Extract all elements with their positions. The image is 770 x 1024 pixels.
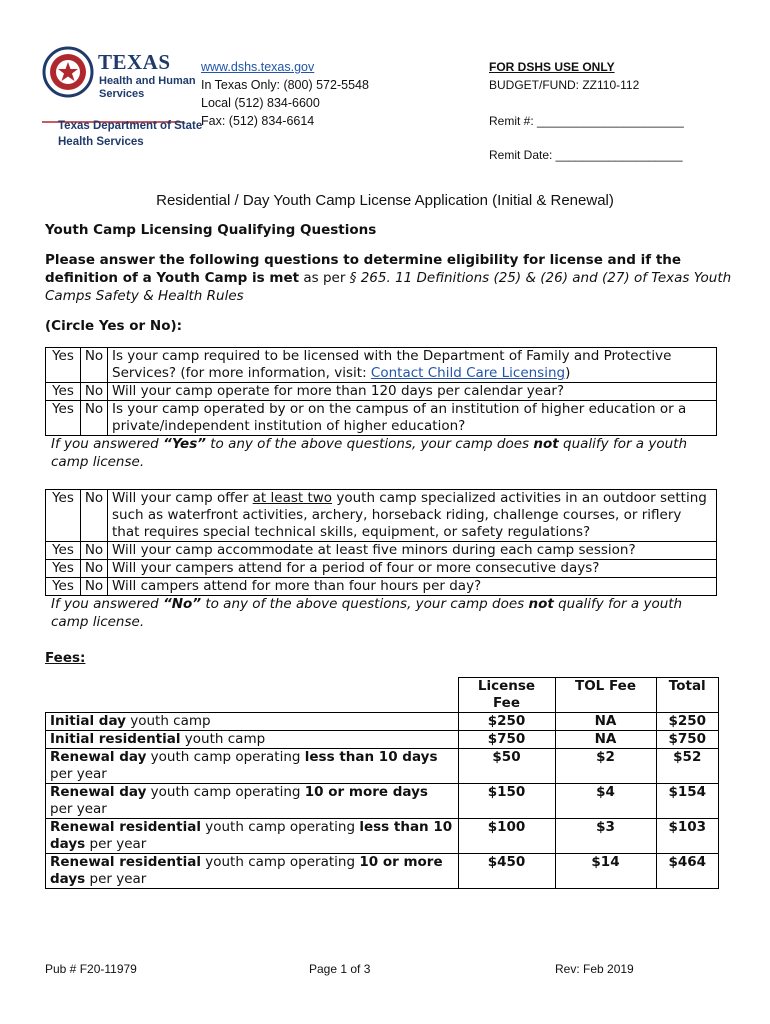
fee-description: Initial residential youth camp [46, 731, 459, 749]
license-fee-header: License Fee [458, 678, 555, 713]
logo-state: TEXAS [98, 50, 171, 74]
fee-description: Initial day youth camp [46, 713, 459, 731]
logo-agency-line1: Health and Human [99, 75, 196, 87]
yes-option[interactable]: Yes [46, 348, 81, 383]
disqualify-note-2: If you answered “No” to any of the above questions, your camp does not qualify for a youth camp license. [51, 596, 683, 630]
license-fee-value: $450 [458, 854, 555, 889]
circle-instruction: (Circle Yes or No): [45, 318, 183, 334]
logo-dept-line1: Texas Department of State [58, 120, 203, 132]
logo-agency-line2: Services [99, 88, 145, 100]
license-fee-value: $50 [458, 749, 555, 784]
fees-row [46, 713, 719, 731]
local-phone: Local (512) 834-6600 [201, 96, 320, 110]
no-option[interactable]: No [81, 490, 108, 542]
section-title: Youth Camp Licensing Qualifying Questions [45, 222, 377, 238]
budget-fund: BUDGET/FUND: ZZ110-112 [489, 78, 640, 92]
qualifying-questions-table-1 [45, 347, 717, 436]
fees-row [46, 819, 719, 854]
texas-hhs-logo [40, 40, 203, 160]
question-row [46, 401, 717, 436]
fees-table [45, 677, 719, 889]
remit-date-field: Remit Date: ___________________ [489, 148, 683, 162]
fee-description: Renewal day youth camp operating less than 10 days per year [46, 749, 459, 784]
question-row [46, 578, 717, 596]
total-value: $154 [656, 784, 719, 819]
question-text: Will your camp operate for more than 120 days per calendar year? [108, 383, 717, 401]
no-option[interactable]: No [81, 542, 108, 560]
pub-number: Pub # F20-11979 [45, 962, 137, 976]
total-value: $750 [656, 731, 719, 749]
fees-row [46, 854, 719, 889]
dshs-use-block [489, 58, 639, 94]
question-row [46, 490, 717, 542]
logo-dept-line2: Health Services [58, 136, 144, 148]
yes-option[interactable]: Yes [46, 383, 81, 401]
disqualify-note-1: If you answered “Yes” to any of the above questions, your camp does not qualify for a youth camp license. [51, 436, 688, 470]
yes-option[interactable]: Yes [46, 542, 81, 560]
question-row [46, 348, 717, 383]
fees-header-blank [46, 678, 459, 713]
license-fee-value: $250 [458, 713, 555, 731]
fee-description: Renewal residential youth camp operating 10 or more days per year [46, 854, 459, 889]
question-row [46, 542, 717, 560]
fees-heading: Fees: [45, 650, 86, 666]
contact-block [201, 58, 369, 130]
tol-fee-value: NA [555, 731, 656, 749]
intro-text [45, 251, 735, 305]
fees-header-row [46, 678, 719, 713]
tol-fee-value: $3 [555, 819, 656, 854]
question-text: Will campers attend for more than four hours per day? [108, 578, 717, 596]
question-text: Will your camp offer at least two youth camp specialized activities in an outdoor setting such as waterfront activities, archery, horseback riding, challenge courses, or riflery that requires special technical skills, equipment, or safety regulations? [108, 490, 717, 542]
yes-option[interactable]: Yes [46, 490, 81, 542]
child-care-licensing-link[interactable]: Contact Child Care Licensing [370, 365, 566, 381]
total-header: Total [656, 678, 719, 713]
yes-option[interactable]: Yes [46, 560, 81, 578]
no-option[interactable]: No [81, 383, 108, 401]
no-option[interactable]: No [81, 401, 108, 436]
total-value: $52 [656, 749, 719, 784]
license-fee-value: $100 [458, 819, 555, 854]
revision-date: Rev: Feb 2019 [555, 962, 634, 976]
no-option[interactable]: No [81, 560, 108, 578]
yes-option[interactable]: Yes [46, 578, 81, 596]
yes-option[interactable]: Yes [46, 401, 81, 436]
question-row [46, 383, 717, 401]
page-number: Page 1 of 3 [309, 962, 371, 976]
license-fee-value: $750 [458, 731, 555, 749]
intro-plain: as per [299, 270, 350, 286]
fees-row [46, 784, 719, 819]
tol-fee-value: NA [555, 713, 656, 731]
question-text: Is your camp operated by or on the campus of an institution of higher education or a private/independent institution of higher education? [108, 401, 717, 436]
fee-description: Renewal residential youth camp operating less than 10 days per year [46, 819, 459, 854]
question-row [46, 560, 717, 578]
fees-row [46, 749, 719, 784]
remit-number-field: Remit #: ______________________ [489, 114, 684, 128]
tol-fee-value: $2 [555, 749, 656, 784]
question-text: Is your camp required to be licensed with the Department of Family and Protective Services? (for more information, visit: Contact Child Care Licensing) [108, 348, 717, 383]
license-fee-value: $150 [458, 784, 555, 819]
no-option[interactable]: No [81, 578, 108, 596]
form-title: Residential / Day Youth Camp License Application (Initial & Renewal) [156, 192, 614, 209]
no-option[interactable]: No [81, 348, 108, 383]
total-value: $103 [656, 819, 719, 854]
intro-italic: § 265. 11 Definitions (25) & (26) and (27) of Texas Youth Camps Safety & Health Rules [45, 270, 732, 304]
total-value: $250 [656, 713, 719, 731]
qualifying-questions-table-2 [45, 489, 717, 596]
fees-row [46, 731, 719, 749]
texas-only-phone: In Texas Only: (800) 572-5548 [201, 78, 369, 92]
dshs-use-title: FOR DSHS USE ONLY [489, 60, 615, 74]
intro-bold: Please answer the following questions to determine eligibility for license and if the definition of a Youth Camp is met [45, 252, 682, 286]
fax-number: Fax: (512) 834-6614 [201, 114, 315, 128]
website-link[interactable]: www.dshs.texas.gov [201, 60, 315, 74]
question-text: Will your camp accommodate at least five minors during each camp session? [108, 542, 717, 560]
tol-fee-value: $4 [555, 784, 656, 819]
tol-fee-value: $14 [555, 854, 656, 889]
total-value: $464 [656, 854, 719, 889]
question-text: Will your campers attend for a period of four or more consecutive days? [108, 560, 717, 578]
fee-description: Renewal day youth camp operating 10 or more days per year [46, 784, 459, 819]
tol-fee-header: TOL Fee [555, 678, 656, 713]
